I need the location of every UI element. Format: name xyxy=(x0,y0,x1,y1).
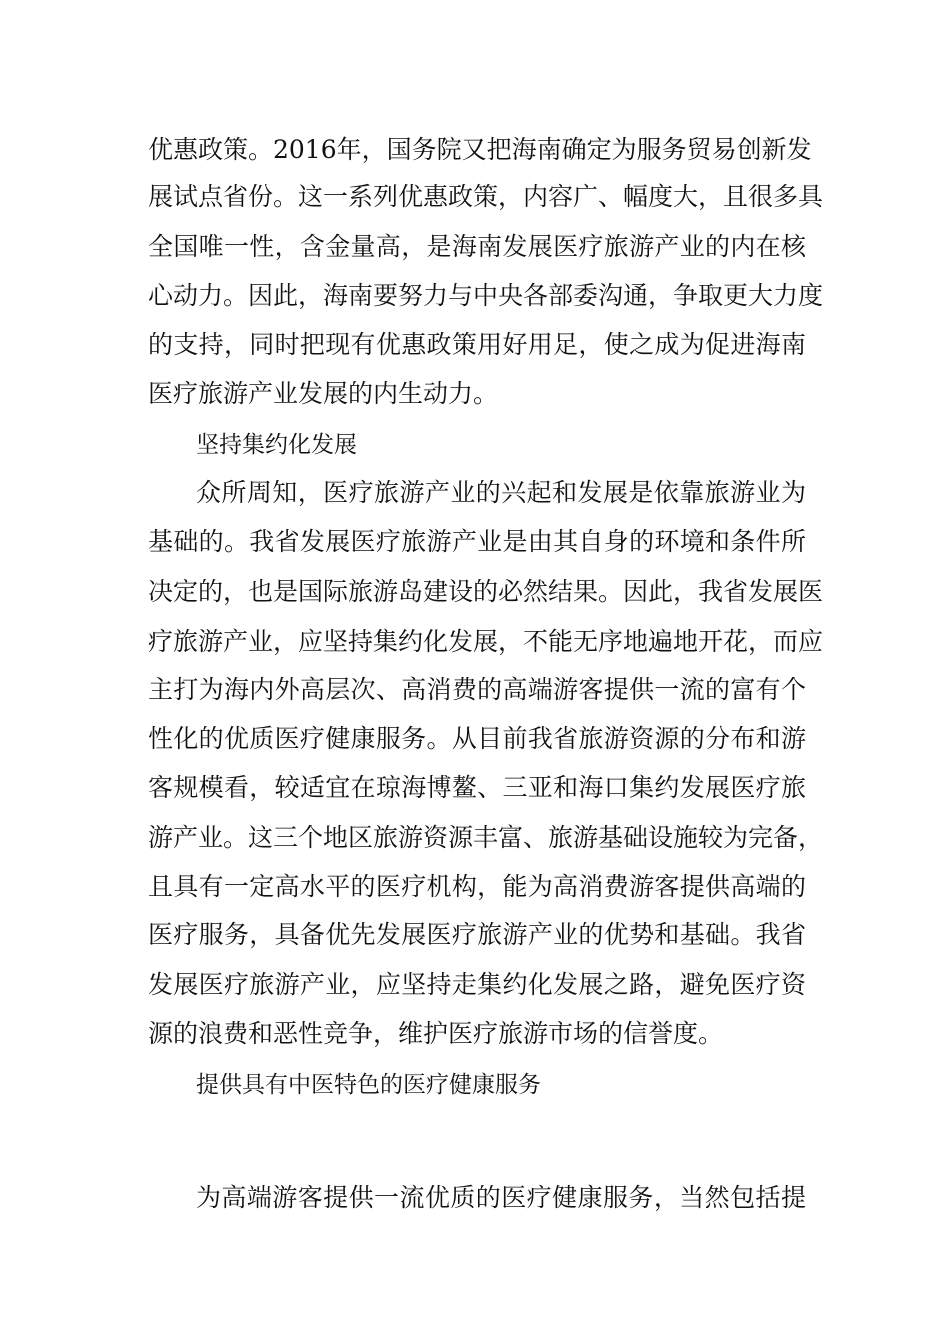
paragraph-line: 源的浪费和恶性竞争，维护医疗旅游市场的信誉度。 xyxy=(148,1019,724,1048)
paragraph-line: 基础的。我省发展医疗旅游产业是由其自身的环境和条件所 xyxy=(148,527,806,556)
paragraph-line: 主打为海内外高层次、高消费的高端游客提供一流的富有个 xyxy=(148,675,806,704)
paragraph-line: 优惠政策。2016年，国务院又把海南确定为服务贸易创新发 xyxy=(148,135,812,164)
paragraph-line: 性化的优质医疗健康服务。从目前我省旅游资源的分布和游 xyxy=(148,724,806,753)
paragraph-line: 全国唯一性，含金量高，是海南发展医疗旅游产业的内在核 xyxy=(148,232,806,261)
paragraph-line: 医疗旅游产业发展的内生动力。 xyxy=(148,379,499,408)
paragraph-line: 医疗服务，具备优先发展医疗旅游产业的优势和基础。我省 xyxy=(148,920,806,949)
paragraph-line: 发展医疗旅游产业，应坚持走集约化发展之路，避免医疗资 xyxy=(148,970,806,999)
paragraph-line: 心动力。因此，海南要努力与中央各部委沟通，争取更大力度 xyxy=(148,281,824,310)
paragraph-line: 众所周知，医疗旅游产业的兴起和发展是依靠旅游业为 xyxy=(196,478,806,507)
section-heading: 坚持集约化发展 xyxy=(196,432,357,458)
paragraph-line: 且具有一定高水平的医疗机构，能为高消费游客提供高端的 xyxy=(148,872,806,901)
paragraph-line: 展试点省份。这一系列优惠政策，内容广、幅度大，且很多具 xyxy=(148,182,824,211)
paragraph-line: 游产业。这三个地区旅游资源丰富、旅游基础设施较为完备， xyxy=(148,823,824,852)
section-heading: 提供具有中医特色的医疗健康服务 xyxy=(196,1072,541,1098)
paragraph-line: 疗旅游产业，应坚持集约化发展，不能无序地遍地开花，而应 xyxy=(148,627,824,656)
paragraph-line: 的支持，同时把现有优惠政策用好用足，使之成为促进海南 xyxy=(148,330,806,359)
paragraph-line: 决定的，也是国际旅游岛建设的必然结果。因此，我省发展医 xyxy=(148,577,824,606)
paragraph-line: 客规模看，较适宜在琼海博鳌、三亚和海口集约发展医疗旅 xyxy=(148,773,806,802)
paragraph-line: 为高端游客提供一流优质的医疗健康服务，当然包括提 xyxy=(196,1183,806,1212)
